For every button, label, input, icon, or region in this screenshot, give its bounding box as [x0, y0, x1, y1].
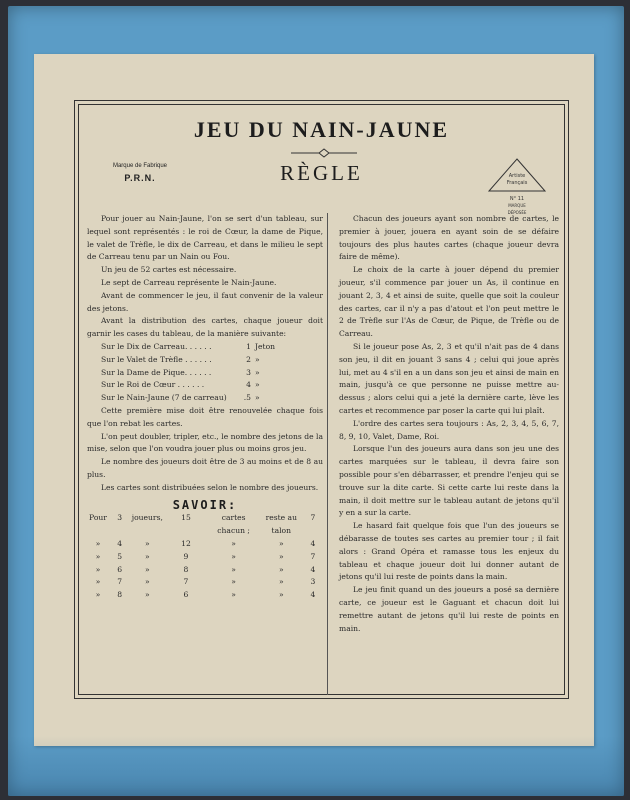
- page-subtitle: RÈGLE: [280, 161, 363, 185]
- table-cell: »: [278, 551, 284, 561]
- item-label: Sur le Nain-Jaune (7 de carreau): [101, 393, 227, 403]
- ornament-divider: [289, 148, 359, 158]
- table-cell: »: [278, 564, 284, 574]
- paragraph: Un jeu de 52 cartes est nécessaire.: [101, 265, 237, 275]
- table-row: [87, 589, 323, 602]
- table-cell: 3: [117, 513, 123, 523]
- table-cell: Pour: [89, 513, 107, 523]
- stake-list: [101, 341, 323, 405]
- list-item: [101, 341, 323, 354]
- table-cell: reste au talon: [265, 513, 297, 536]
- mounting-board: [8, 6, 624, 796]
- paragraph: L'ordre des cartes sera toujours : As, 2, 3, 4, 5, 6, 7, 8, 9, 10, Valet, Dame, Roi.: [339, 418, 559, 441]
- table-cell: »: [144, 538, 150, 548]
- distribution-table: [87, 512, 323, 602]
- table-cell: »: [95, 538, 101, 548]
- brand-mark: [105, 163, 175, 183]
- table-row: [87, 551, 323, 564]
- item-count: 1: [246, 341, 251, 351]
- paragraph: Le hasard fait quelque fois que l'un des joueurs se débarasse de toutes ses cartes au premier tour ; il fait alors : Grand Opéra et ramasse tous les enjeux du tableau et chaque joueur doit lui donner autant de jetons qu'il lui reste de points dans la main.: [339, 521, 559, 582]
- border-frame: [74, 100, 569, 699]
- table-cell: 3: [310, 577, 316, 587]
- item-label: Sur le Dix de Carreau. . . . . .: [101, 341, 212, 351]
- table-cell: »: [231, 577, 236, 587]
- paragraph: Le choix de la carte à jouer dépend du premier joueur, s'il commence par jouer un As, il continue en jouant 2, 3, 4 et ainsi de suite, quelle que soit la couleur des cartes, car il n'y a pas d'atout et l'on peut mettre le 2 de Trèfle sur l'As de Cœur, de Pique, de Trèfle ou de Carreau.: [339, 265, 559, 339]
- table-cell: »: [278, 577, 284, 587]
- table-cell: 4: [310, 538, 316, 548]
- column-divider: [327, 213, 328, 695]
- badge-line4: MARQUE: [508, 203, 526, 208]
- list-item: [101, 379, 323, 392]
- table-cell: 7: [183, 577, 189, 587]
- badge-line2: Français: [506, 180, 528, 186]
- table-cell: »: [95, 590, 101, 600]
- table-cell: 4: [310, 564, 316, 574]
- table-cell: »: [231, 564, 236, 574]
- brand-label: Marque de Fabrique: [112, 163, 168, 169]
- badge-line1: Artiste: [508, 173, 526, 179]
- brand-name: P.R.N.: [124, 173, 156, 183]
- list-item: [101, 392, 323, 405]
- table-cell: »: [231, 590, 236, 600]
- paragraph: Chacun des joueurs ayant son nombre de cartes, le premier à jouer, jouera en ayant soin de se défaire toujours des plus hautes cartes (chaque joueur devra faire de même).: [339, 214, 559, 262]
- table-cell: 8: [117, 590, 123, 600]
- table-cell: »: [231, 538, 236, 548]
- table-row: [87, 576, 323, 589]
- item-unit: Jeton: [255, 341, 276, 351]
- table-cell: »: [144, 551, 150, 561]
- item-count: 3: [246, 367, 251, 377]
- triangle-logo-icon: [487, 157, 547, 221]
- table-cell: 7: [310, 513, 316, 523]
- paragraph: Le nombre des joueurs doit être de 3 au moins et de 8 au plus.: [87, 457, 323, 479]
- paragraph: Le jeu finit quand un des joueurs a posé sa dernière carte, ce joueur est le Gaguant et chacun doit lui remettre autant de jetons qu'il lui reste de points en main.: [339, 585, 559, 633]
- table-cell: 6: [117, 564, 123, 574]
- table-cell: »: [278, 538, 284, 548]
- item-unit: »: [255, 380, 260, 390]
- item-label: Sur la Dame de Pique. . . . . .: [101, 367, 212, 377]
- paragraph: L'on peut doubler, tripler, etc., le nombre des jetons de la mise, selon que l'on voudra jouer plus ou moins gros jeu.: [87, 431, 323, 454]
- item-count: 4: [246, 380, 251, 390]
- table-row: [87, 512, 323, 538]
- table-cell: 7: [310, 551, 316, 561]
- paragraph: Si le joueur pose As, 2, 3 et qu'il n'ait pas de 4 dans son jeu, il dit en jouant 3 sans 4 ; celui qui joue après lui, met au 4 s'il en a un dans son jeu et ainsi de main en main, jusqu'à ce que personne ne puisse mettre au-dessus ; alors celui qui a jeté la dernière carte, lève les cartes et recommence par poser la carte qui lui plaît.: [339, 341, 559, 415]
- table-cell: »: [231, 551, 236, 561]
- page-title: JEU DU NAIN-JAUNE: [193, 117, 450, 142]
- list-item: [101, 354, 323, 367]
- list-item: [101, 367, 323, 380]
- inner-border: [78, 104, 565, 695]
- savoir-heading: SAVOIR:: [172, 497, 238, 512]
- table-cell: 4: [117, 538, 123, 548]
- badge-line5: DÉPOSÉE: [507, 210, 527, 215]
- table-cell: cartes chacun ;: [217, 513, 250, 536]
- table-cell: »: [144, 577, 150, 587]
- table-row: [87, 564, 323, 577]
- item-label: Sur le Valet de Trèfle . . . . . .: [101, 354, 212, 364]
- table-cell: 6: [183, 590, 189, 600]
- table-cell: »: [95, 564, 101, 574]
- table-cell: 8: [183, 564, 189, 574]
- badge-line3: N° 11: [509, 196, 525, 202]
- paragraph: Pour jouer au Nain-Jaune, l'on se sert d'un tableau, sur lequel sont représentés : le roi de Cœur, la dame de Pique, le valet de Trèfle, le dix de Carreau, et dans le milieu le sept de Carreau tenu par un Nain ou Fou.: [87, 214, 323, 262]
- table-cell: joueurs,: [131, 513, 163, 523]
- item-unit: »: [255, 393, 260, 403]
- right-column: [339, 213, 559, 635]
- table-cell: 5: [117, 551, 123, 561]
- table-cell: 9: [183, 551, 189, 561]
- table-cell: »: [278, 590, 284, 600]
- table-cell: »: [144, 590, 150, 600]
- paragraph: Lorsque l'un des joueurs aura dans son jeu une des cartes marquées sur le tableau, il devra faire son possible pour s'en débarrasser, et prendre l'enjeu qui se trouve sur la dite carte. Si cette carte lui reste dans la main, il doit mettre sur le tableau autant de jetons qu'il y en a sur la carte.: [339, 444, 559, 518]
- item-label: Sur le Roi de Cœur . . . . . .: [101, 380, 205, 390]
- table-cell: 15: [181, 513, 191, 523]
- paragraph: Le sept de Carreau représente le Nain-Jaune.: [101, 277, 277, 287]
- rules-sheet: [34, 54, 594, 746]
- table-cell: 4: [310, 590, 316, 600]
- paragraph: Les cartes sont distribuées selon le nombre des joueurs.: [101, 482, 319, 492]
- item-unit: »: [255, 354, 260, 364]
- left-column: [87, 213, 323, 602]
- item-count: .5: [243, 393, 251, 403]
- table-cell: 7: [117, 577, 123, 587]
- table-cell: »: [144, 564, 150, 574]
- table-cell: »: [95, 551, 101, 561]
- item-unit: »: [255, 367, 260, 377]
- paragraph: Cette première mise doit être renouvelée chaque fois que l'on rebat les cartes.: [87, 405, 323, 428]
- table-row: [87, 538, 323, 551]
- item-count: 2: [246, 354, 251, 364]
- paragraph: Avant de commencer le jeu, il faut convenir de la valeur des jetons.: [87, 290, 323, 313]
- table-cell: »: [95, 577, 101, 587]
- paragraph: Avant la distribution des cartes, chaque joueur doit garnir les cases du tableau, de la manière suivante:: [87, 316, 323, 339]
- table-cell: 12: [181, 538, 191, 548]
